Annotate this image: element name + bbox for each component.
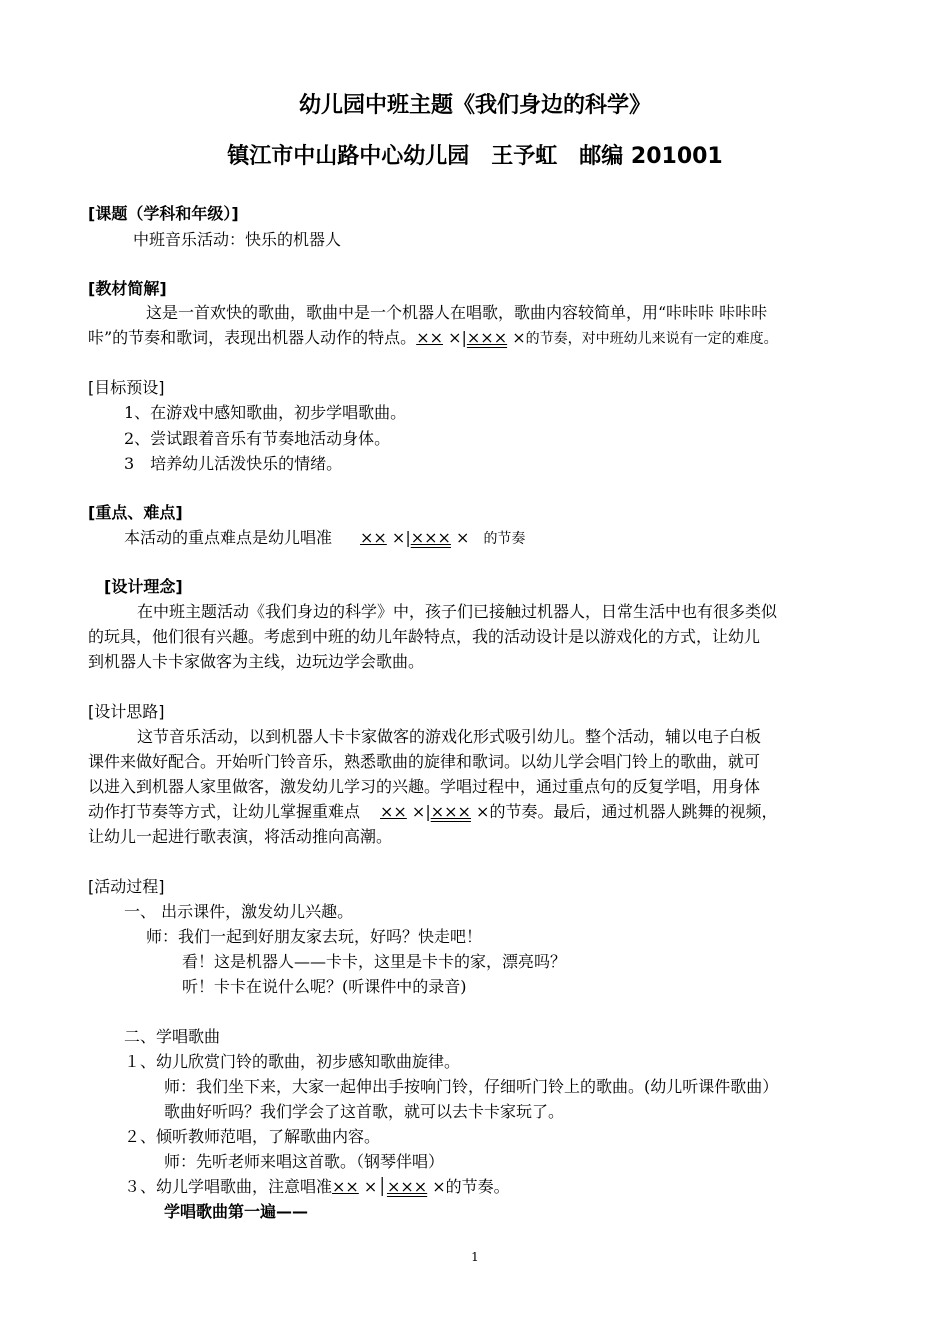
approach-line-4: 动作打节奏等方式，让幼儿掌握重难点 ×× ×|××× ×的节奏。最后，通过机器人跳舞的视频，	[88, 802, 778, 821]
approach-line-1: 这节音乐活动，以到机器人卡卡家做客的游戏化形式吸引幼儿。整个活动，辅以电子白板	[137, 727, 762, 746]
rhythm-notation: ××	[416, 328, 443, 347]
section-heading-material: [教材简解]	[88, 279, 167, 298]
concept-line-3: 到机器人卡卡家做客为主线，边玩边学会歌曲。	[88, 652, 425, 671]
topic-body: 中班音乐活动：快乐的机器人	[133, 230, 342, 249]
process-substep: １、幼儿欣赏门铃的歌曲，初步感知歌曲旋律。	[124, 1052, 461, 1071]
document-title: 幼儿园中班主题《我们身边的科学》	[298, 93, 651, 118]
goal-item: 2、尝试跟着音乐有节奏地活动身体。	[124, 429, 391, 448]
author-line: 镇江市中山路中心幼儿园 王予虹 邮编 201001	[227, 144, 723, 169]
process-dialogue: 看！这是机器人——卡卡，这里是卡卡的家，漂亮吗？	[182, 952, 567, 971]
process-substep: ３、幼儿学唱歌曲，注意唱准×× ×│××× ×的节奏。	[124, 1177, 510, 1196]
concept-line-2: 的玩具，他们很有兴趣。考虑到中班的幼儿年龄特点，我的活动设计是以游戏化的方式，让幼儿	[88, 627, 761, 646]
process-step: 一、 出示课件，激发幼儿兴趣。	[124, 902, 354, 921]
goal-item: 1、在游戏中感知歌曲，初步学唱歌曲。	[124, 403, 407, 422]
process-dialogue: 歌曲好听吗？我们学会了这首歌，就可以去卡卡家玩了。	[164, 1102, 565, 1121]
rhythm-notation: ××	[380, 802, 407, 821]
approach-line-5: 让幼儿一起进行歌表演，将活动推向高潮。	[88, 827, 393, 846]
goal-item: 3 培养幼儿活泼快乐的情绪。	[124, 454, 343, 473]
key-points-body: 本活动的重点难点是幼儿唱准 ×× ×|××× × 的节奏	[124, 528, 526, 547]
process-subheading: 学唱歌曲第一遍——	[164, 1202, 309, 1221]
page-number: 1	[471, 1250, 479, 1264]
process-step: 二、学唱歌曲	[124, 1027, 221, 1046]
rhythm-notation: ××	[332, 1177, 359, 1196]
material-line-1: 这是一首欢快的歌曲，歌曲中是一个机器人在唱歌，歌曲内容较简单，用“咔咔咔 咔咔咔	[146, 303, 768, 322]
process-dialogue: 师：先听老师来唱这首歌。（钢琴伴唱）	[164, 1152, 445, 1171]
process-dialogue: 听！卡卡在说什么呢？(听课件中的录音)	[182, 977, 467, 996]
section-heading-key-points: [重点、难点]	[88, 503, 183, 522]
section-heading-goals: [目标预设]	[88, 378, 165, 397]
section-heading-approach: [设计思路]	[88, 702, 165, 721]
section-heading-process: [活动过程]	[88, 877, 165, 896]
rhythm-notation: ××	[360, 528, 387, 547]
concept-line-1: 在中班主题活动《我们身边的科学》中，孩子们已接触过机器人，日常生活中也有很多类似	[137, 602, 778, 621]
approach-line-2: 课件来做好配合。开始听门铃音乐，熟悉歌曲的旋律和歌词。以幼儿学会唱门铃上的歌曲，就可	[88, 752, 761, 771]
approach-line-3: 以进入到机器人家里做客，激发幼儿学习的兴趣。学唱过程中，通过重点句的反复学唱，用身体	[88, 777, 761, 796]
process-dialogue: 师：我们坐下来，大家一起伸出手按响门铃，仔细听门铃上的歌曲。(幼儿听课件歌曲）	[164, 1077, 779, 1096]
section-heading-topic: [课题（学科和年级）]	[88, 204, 239, 223]
process-substep: ２、倾听教师范唱，了解歌曲内容。	[124, 1127, 381, 1146]
material-line-2: 咔”的节奏和歌词，表现出机器人动作的特点。×× ×|××× ×的节奏，对中班幼儿来说有一定的难度。	[88, 328, 778, 347]
process-dialogue: 师：我们一起到好朋友家去玩，好吗？快走吧！	[146, 927, 483, 946]
section-heading-concept: [设计理念]	[104, 577, 183, 596]
